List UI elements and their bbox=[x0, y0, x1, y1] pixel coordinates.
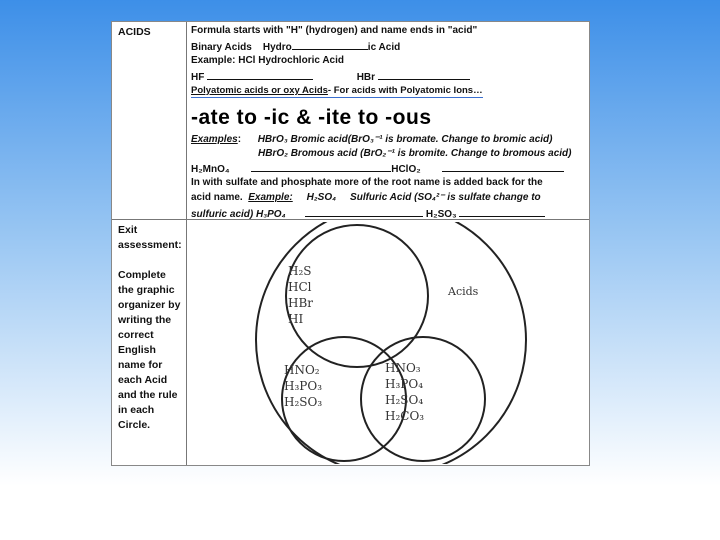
right-acid-h3po4: H₃PO₄ bbox=[385, 377, 423, 391]
sulfuric-h3po4-text: sulfuric acid) H₃PO₄ bbox=[191, 209, 286, 220]
worksheet bbox=[111, 21, 590, 466]
h3po4-row bbox=[191, 207, 545, 221]
binary-acids-label: Binary Acids bbox=[191, 42, 252, 53]
ic-acid-suffix: ic Acid bbox=[367, 42, 401, 53]
exit-assessment-heading: Exit assessment: bbox=[118, 224, 182, 251]
formula-rule: Formula starts with "H" (hydrogen) and name ends in "acid" bbox=[191, 25, 478, 36]
hf-hbr-row bbox=[191, 70, 470, 84]
sulfate-phosphate-rule: In with sulfate and phosphate more of the root name is added back for the bbox=[191, 177, 543, 188]
hbr-label: HBr bbox=[356, 72, 376, 83]
h2so3-label: H₂SO₃ bbox=[425, 209, 457, 220]
left-acid-hno2: HNO₂ bbox=[284, 363, 320, 377]
polyatomic-label: Polyatomic acids or oxy Acids bbox=[191, 85, 328, 96]
acids-label: Acids bbox=[448, 285, 479, 298]
bromous-example: HBrO₂ Bromous acid (BrO₂⁻¹ is bromite. Change to bromous acid) bbox=[258, 148, 572, 159]
bromic-example: HBrO₃ Bromic acid(BrO₃⁻¹ is bromate. Change to bromic acid) bbox=[257, 134, 553, 145]
h3po4-blank[interactable] bbox=[305, 207, 423, 217]
polyatomic-row bbox=[191, 85, 483, 98]
ate-ic-ite-ous-rule: -ate to -ic & -ite to -ous bbox=[191, 106, 432, 129]
example-label: Example: bbox=[248, 192, 293, 203]
acids-heading: ACIDS bbox=[118, 26, 151, 38]
example-sulfuric-row bbox=[191, 192, 541, 204]
h2mno4-label: H₂MnO₄ bbox=[191, 164, 230, 175]
right-acid-h2co3: H₂CO₃ bbox=[385, 409, 425, 423]
instructions-text: Complete the graphic organizer by writing the correct English name for each Acid and the rule in each Circle. bbox=[118, 269, 181, 431]
h2so4-formula: H₂SO₄ bbox=[306, 192, 337, 203]
example-hcl: Example: HCl Hydrochloric Acid bbox=[191, 55, 344, 66]
right-acid-h2so4: H₂SO₄ bbox=[385, 393, 424, 407]
h2so3-blank[interactable] bbox=[459, 207, 545, 217]
examples-label: Examples bbox=[191, 134, 238, 145]
hclo2-blank[interactable] bbox=[442, 162, 564, 172]
binary-acids-row bbox=[191, 40, 400, 54]
h2mno4-row bbox=[191, 162, 564, 176]
top-acid-hbr: HBr bbox=[288, 296, 314, 310]
left-acid-h3po3: H₃PO₃ bbox=[284, 379, 322, 393]
polyatomic-desc: - For acids with Polyatomic Ions… bbox=[327, 85, 483, 96]
hf-blank[interactable] bbox=[207, 70, 313, 80]
hf-label: HF bbox=[191, 72, 205, 83]
top-acid-hi: HI bbox=[288, 312, 304, 326]
hydro-blank[interactable] bbox=[292, 40, 368, 50]
top-acid-hcl: HCl bbox=[288, 280, 312, 294]
acid-name-text: acid name. bbox=[191, 192, 243, 203]
column-divider bbox=[186, 22, 187, 465]
hydro-prefix: Hydro bbox=[262, 42, 292, 53]
examples-row: Examples: HBrO₃ Bromic acid(BrO₃⁻¹ is bromate. Change to bromic acid) bbox=[191, 134, 553, 145]
sulfuric-acid-note: Sulfuric Acid (SO₄²⁻ is sulfate change to bbox=[350, 192, 541, 203]
left-acid-h2so3: H₂SO₃ bbox=[284, 395, 323, 409]
hbr-blank[interactable] bbox=[378, 70, 470, 80]
h2mno4-blank[interactable] bbox=[251, 162, 391, 172]
hclo2-label: HClO₂ bbox=[391, 164, 421, 175]
top-acid-h2s: H₂S bbox=[288, 264, 312, 278]
right-acid-hno3: HNO₃ bbox=[385, 361, 421, 375]
graphic-organizer-venn bbox=[250, 222, 528, 464]
